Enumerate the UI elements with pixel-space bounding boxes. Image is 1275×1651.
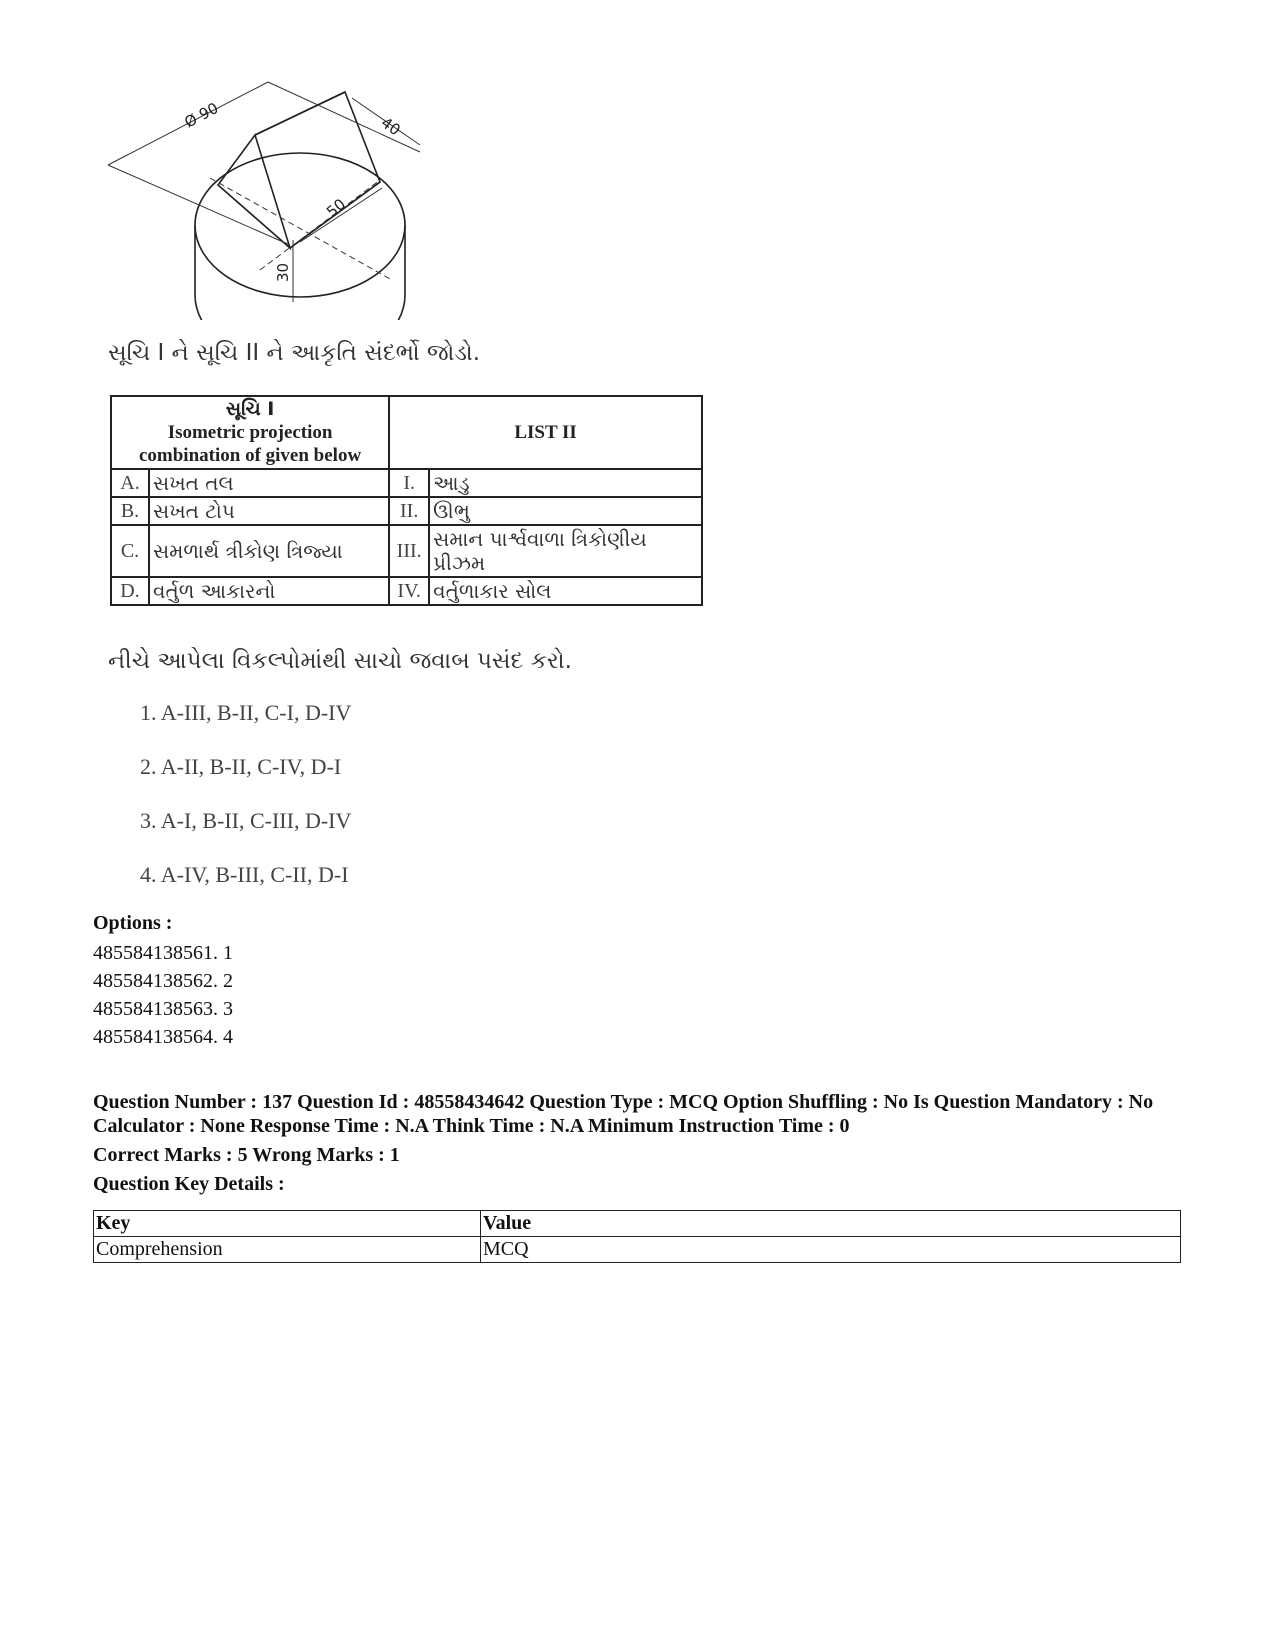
- list-two-label: IV.: [389, 577, 429, 605]
- option-item: 485584138561. 1: [93, 942, 233, 964]
- value-cell: MCQ: [481, 1237, 1181, 1263]
- list-two-item: ઊભુ: [429, 497, 702, 525]
- key-details-table: [93, 1210, 1181, 1263]
- choose-instruction: નીચે આપેલા વિકલ્પોમાંથી સાચો જવાબ પસંદ કરો.: [108, 648, 572, 674]
- option-item: 485584138563. 3: [93, 998, 233, 1020]
- list-one-label: D.: [111, 577, 149, 605]
- options-title: Options :: [93, 912, 173, 934]
- option-item: 485584138562. 2: [93, 970, 233, 992]
- answer-choice: 1. A-III, B-II, C-I, D-IV: [140, 700, 352, 725]
- question-meta: [93, 1090, 1193, 1201]
- list-one-item: વર્તુળ આકારનો: [149, 577, 389, 605]
- dim-prism-length-label: 50: [323, 195, 350, 222]
- dim-diameter-label: Ø 90: [181, 98, 222, 132]
- list-two-item: વર્તુળાકાર સોલ: [429, 577, 702, 605]
- match-row: [111, 577, 702, 605]
- list-two-header: LIST II: [389, 396, 702, 469]
- list-one-item: સમળાર્થ ત્રીકોણ ત્રિજ્યા: [149, 525, 389, 577]
- list-two-label: I.: [389, 469, 429, 497]
- list-one-item: સખત તલ: [149, 469, 389, 497]
- marks-info: Correct Marks : 5 Wrong Marks : 1: [93, 1144, 400, 1166]
- key-cell: Comprehension: [94, 1237, 481, 1263]
- list-two-label: III.: [389, 525, 429, 577]
- list-two-item: આડુ: [429, 469, 702, 497]
- isometric-drawing: [100, 70, 440, 320]
- value-header: Value: [481, 1211, 1181, 1237]
- dim-height-label: 30: [274, 262, 292, 282]
- list-one-title: સૂચિ I: [225, 398, 275, 420]
- list-two-item: સમાન પાર્શ્વવાળા ત્રિકોણીય પ્રીઝમ: [429, 525, 702, 577]
- answer-choice: 2. A-II, B-II, C-IV, D-I: [140, 754, 342, 779]
- key-header: Key: [94, 1211, 481, 1237]
- match-table: [110, 395, 703, 606]
- table-row: [94, 1237, 1181, 1263]
- match-row: [111, 525, 702, 577]
- question-info: Question Number : 137 Question Id : 48558434642 Question Type : MCQ Option Shuffling : No Is Question Mandatory : No Calculator : None Response Time : N.A Think Time : N.A Minimum Instruction Time : 0: [93, 1091, 1154, 1137]
- list-two-label: II.: [389, 497, 429, 525]
- list-one-header: [111, 396, 389, 469]
- answer-choice: 4. A-IV, B-III, C-II, D-I: [140, 862, 349, 887]
- list-one-item: સખત ટોપ: [149, 497, 389, 525]
- list-one-label: B.: [111, 497, 149, 525]
- answer-choice: 3. A-I, B-II, C-III, D-IV: [140, 808, 352, 833]
- list-one-label: A.: [111, 469, 149, 497]
- option-item: 485584138564. 4: [93, 1026, 233, 1048]
- table-row: [94, 1211, 1181, 1237]
- match-instruction: સૂચિ I ને સૂચિ II ને આકૃતિ સંદર્ભો જોડો.: [108, 340, 481, 366]
- match-row: [111, 469, 702, 497]
- answer-choices: [140, 700, 351, 916]
- options-block: [93, 912, 233, 1051]
- dim-prism-side-label: 40: [377, 113, 404, 140]
- isometric-figure: [100, 70, 440, 320]
- match-table-header: [111, 396, 702, 469]
- list-one-subtitle: Isometric projection combination of given below: [138, 422, 362, 466]
- match-row: [111, 497, 702, 525]
- list-one-label: C.: [111, 525, 149, 577]
- key-details-title: Question Key Details :: [93, 1173, 285, 1195]
